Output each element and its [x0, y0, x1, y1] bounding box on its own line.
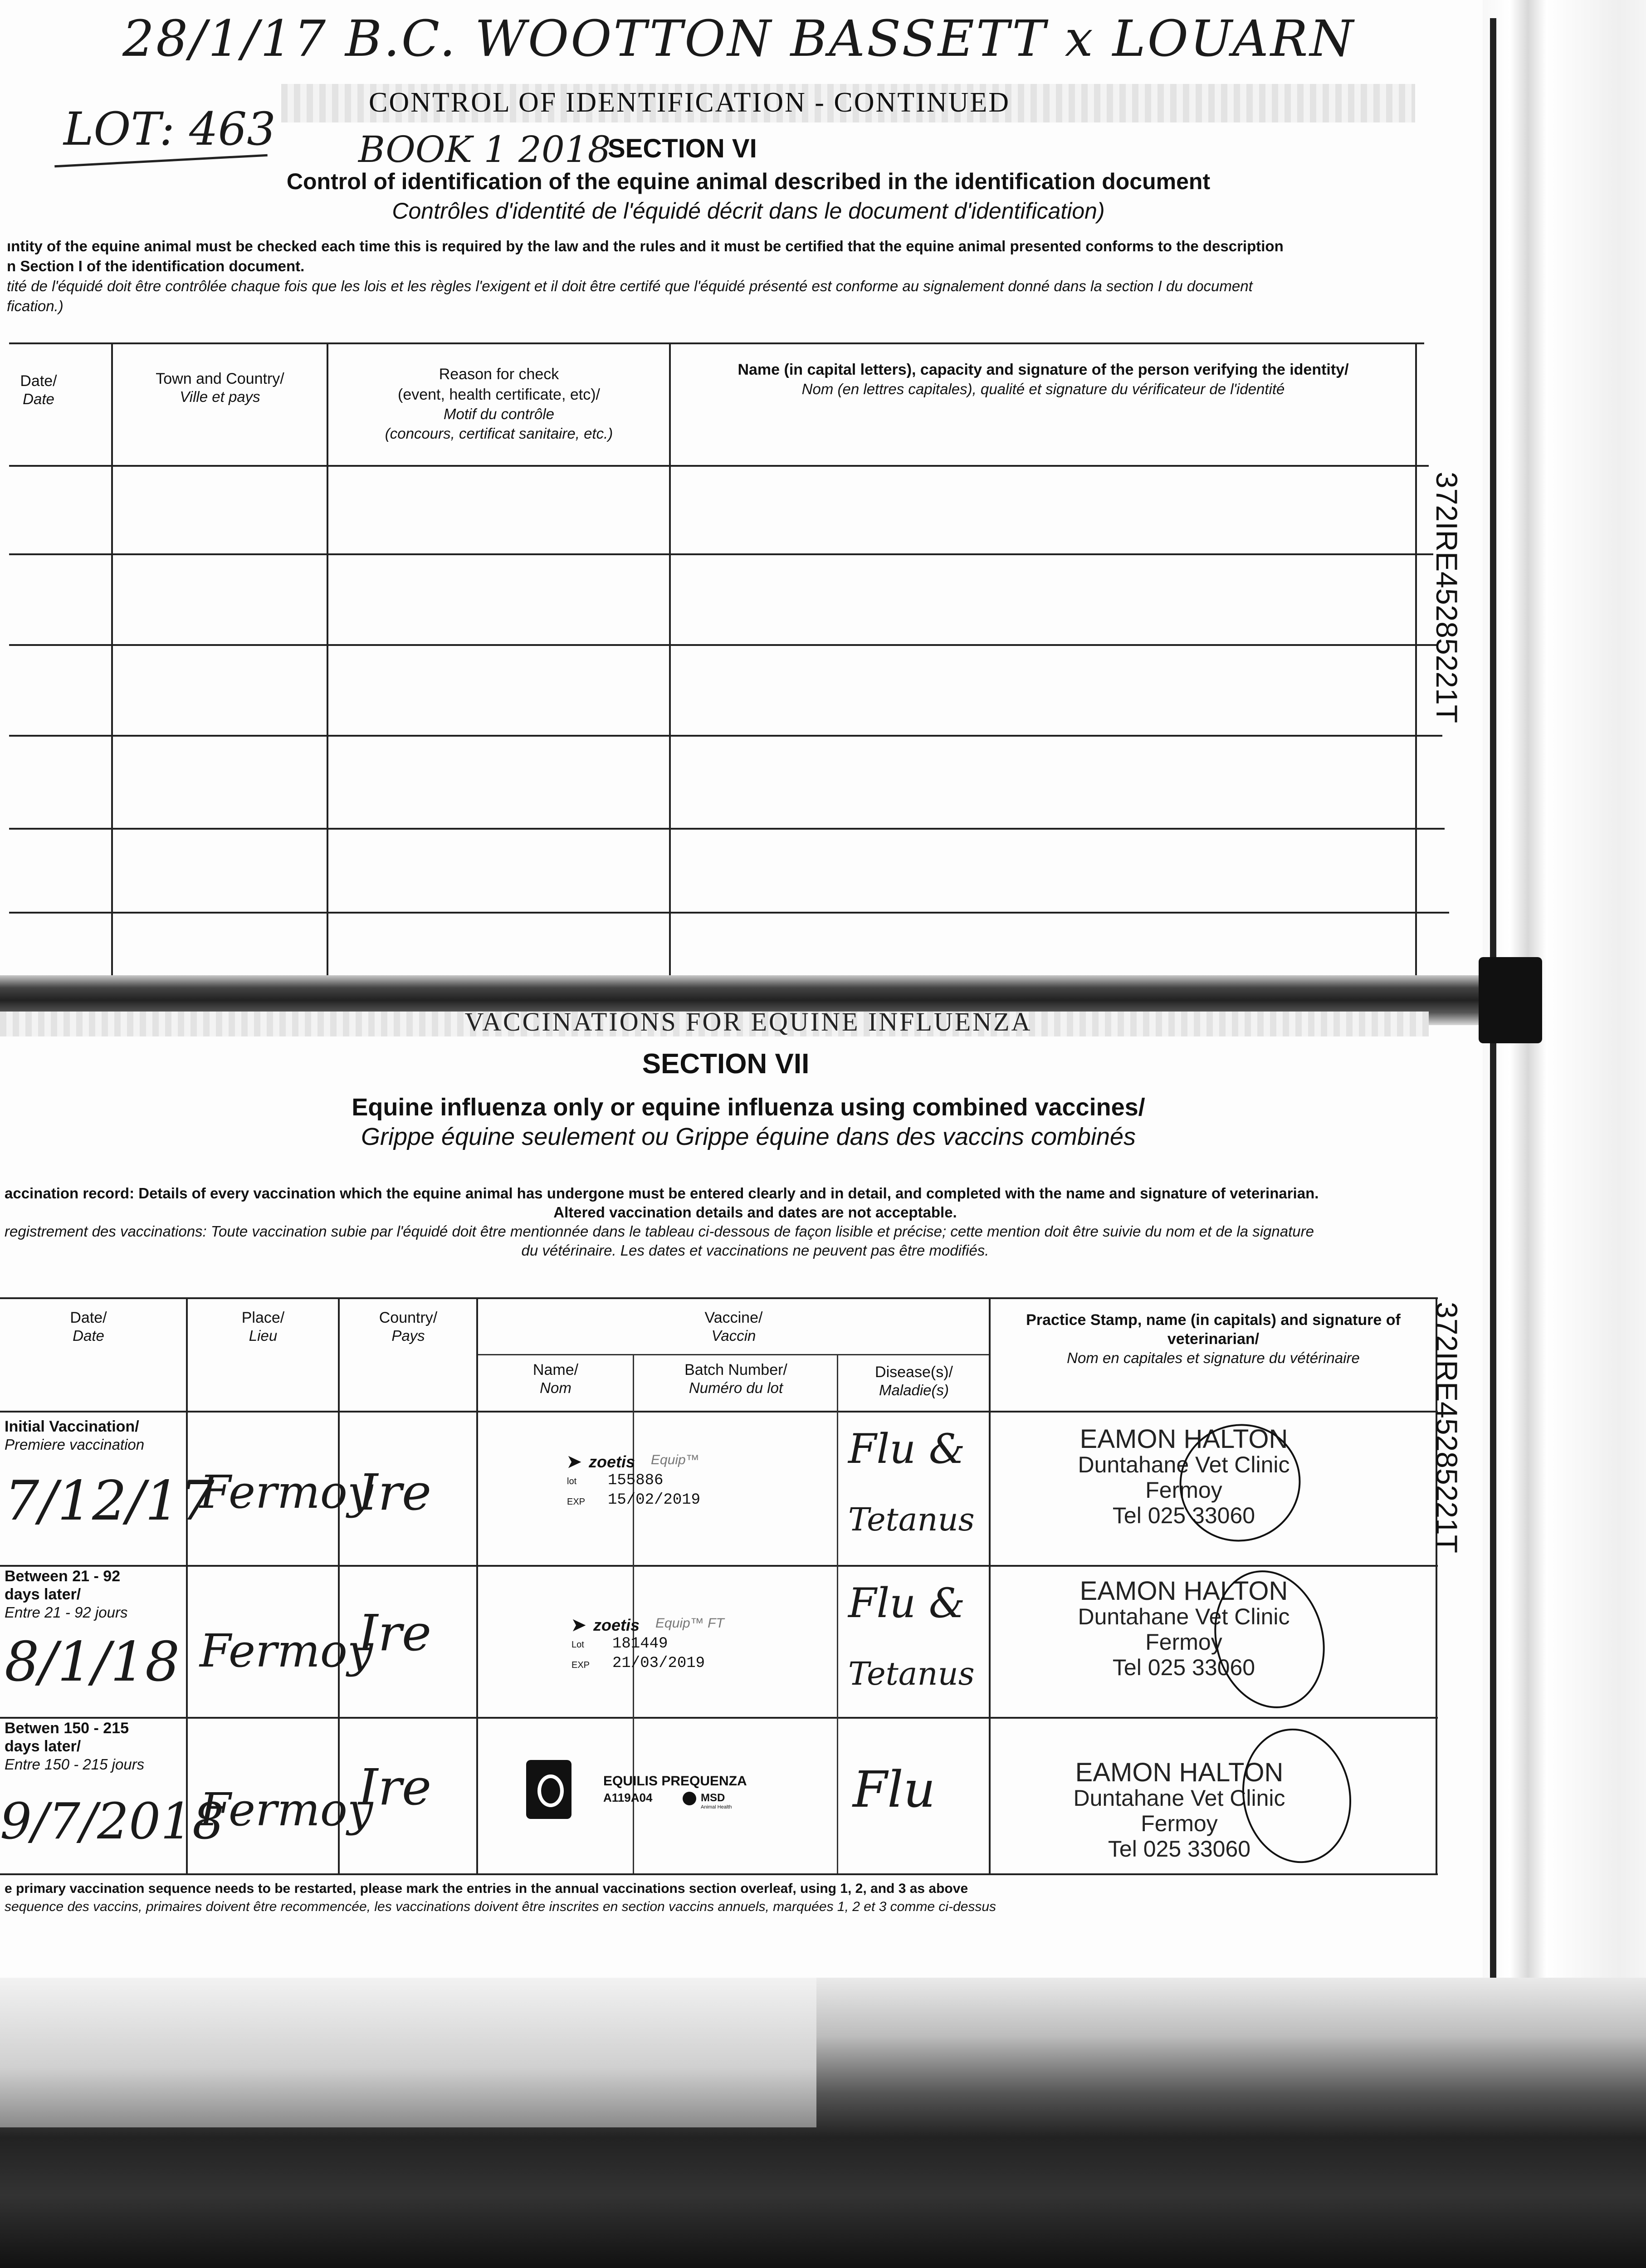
zoetis-logo-icon: ➤	[567, 1452, 581, 1471]
s7-col-stamp-2: veterinarian/	[1167, 1330, 1260, 1348]
section7-heading-en: Equine influenza only or equine influenza using combined vaccines/	[352, 1094, 1145, 1121]
row1-sticker-exp-label: EXP	[567, 1497, 586, 1507]
row3-date: 9/7/2018	[0, 1792, 225, 1850]
msd-logo-icon	[683, 1792, 696, 1805]
s6-col-name-fr: Nom (en lettres capitales), qualité et signature du vérificateur de l'identité	[801, 381, 1285, 397]
s7-col-country-fr: Pays	[391, 1327, 425, 1344]
row2-disease-1: Flu &	[848, 1579, 965, 1627]
row3-place: Fermoy	[200, 1783, 373, 1836]
row2-sticker-brand: zoetis	[593, 1616, 640, 1634]
row2-sticker	[571, 1615, 762, 1687]
s7-col-date-fr: Date	[73, 1327, 104, 1344]
s6-col-reason: Reason for check	[439, 366, 559, 383]
page-right-edge	[1483, 0, 1646, 2268]
section7-title: SECTION VII	[642, 1048, 810, 1080]
row1-place: Fermoy	[200, 1466, 373, 1519]
section6-band-title: CONTROL OF IDENTIFICATION - CONTINUED	[368, 87, 1011, 118]
section7-heading-fr: Grippe équine seulement ou Grippe équine dans des vaccins combinés	[361, 1123, 1136, 1150]
row2-stamp-tel: Tel 025 33060	[1112, 1655, 1255, 1680]
handwritten-book: BOOK 1 2018	[358, 128, 611, 171]
s6-col-town: Town and Country/	[156, 370, 284, 387]
s7-col-date: Date/	[70, 1309, 107, 1326]
section6-instructions-en-1: ıntity of the equine animal must be checked each time this is required by the law and the rules and it must be certified that the equine animal presented conforms to the description	[7, 238, 1284, 254]
row1-stamp-name: EAMON HALTON	[1079, 1424, 1288, 1454]
row1-country: Ire	[358, 1463, 432, 1521]
s7-col-vname-fr: Nom	[540, 1379, 571, 1396]
row2-place: Fermoy	[200, 1624, 373, 1677]
row2-stamp-town: Fermoy	[1145, 1629, 1222, 1655]
row1-label-en: Initial Vaccination/	[5, 1418, 139, 1435]
s7-col-batch-fr: Numéro du lot	[689, 1379, 783, 1396]
section6-instructions-en-2: n Section I of the identification document.	[7, 258, 305, 274]
section7-instructions-fr-1: registrement des vaccinations: Toute vaccination subie par l'équidé doit être mentionnée dans le tableau ci-dessous de façon lisible et précise; cette mention doit être suivie du nom et de la signature	[5, 1223, 1314, 1240]
s7-col-stamp: Practice Stamp, name (in capitals) and signature of	[1026, 1311, 1401, 1329]
row3-sticker-brand: EQUILIS PREQUENZA	[603, 1774, 747, 1789]
row3-stamp-tel: Tel 025 33060	[1108, 1836, 1251, 1862]
row2-sticker-lot: 181449	[612, 1635, 668, 1652]
row1-sticker-brand: zoetis	[589, 1452, 635, 1471]
zoetis-logo-icon: ➤	[571, 1616, 586, 1635]
row3-country: Ire	[358, 1758, 432, 1816]
row1-disease-2: Tetanus	[848, 1501, 975, 1538]
s7-col-disease: Disease(s)/	[875, 1364, 953, 1381]
row3-sticker-maker-sub: Animal Health	[701, 1804, 732, 1810]
row1-label-fr: Premiere vaccination	[5, 1436, 145, 1453]
section7-footer-en: e primary vaccination sequence needs to be restarted, please mark the entries in the annual vaccinations section overleaf, using 1, 2, and 3 as above	[5, 1881, 968, 1896]
row1-date: 7/12/17	[5, 1470, 215, 1533]
row1-sticker-exp: 15/02/2019	[608, 1491, 701, 1509]
s6-col-reason-2: (event, health certificate, etc)/	[398, 386, 600, 403]
section7-instructions-en-1: accination record: Details of every vaccination which the equine animal has undergone must be entered clearly and in detail, and completed with the name and signature of veterinarian.	[5, 1185, 1319, 1202]
row3-label-en: Betwen 150 - 215	[5, 1720, 129, 1737]
row1-disease-1: Flu &	[848, 1425, 965, 1473]
section7-band-title: VACCINATIONS FOR EQUINE INFLUENZA	[464, 1007, 1032, 1036]
s7-col-batch: Batch Number/	[684, 1361, 787, 1378]
section7-instructions-en-2: Altered vaccination details and dates are not acceptable.	[553, 1204, 957, 1221]
section6-heading-en: Control of identification of the equine animal described in the identification document	[286, 169, 1211, 194]
s7-col-vaccine: Vaccine/	[704, 1309, 763, 1326]
handwritten-header: 28/1/17 B.C. WOOTTON BASSETT x LOUARN	[122, 10, 1355, 68]
section7-footer-fr: sequence des vaccins, primaires doivent être recommencée, les vaccinations doivent être inscrites en section vaccins annuels, marquées 1, 2 et 3 comme ci-dessus	[5, 1899, 996, 1914]
row2-sticker-product: Equip™ FT	[655, 1616, 724, 1631]
row3-stamp-name: EAMON HALTON	[1075, 1758, 1284, 1787]
s6-col-reason-fr-2: (concours, certificat sanitaire, etc.)	[385, 425, 613, 442]
scan-gradient-area	[0, 1978, 816, 2127]
row1-sticker-product: Equip™	[651, 1452, 699, 1467]
s7-col-vname: Name/	[532, 1361, 579, 1378]
section6-instructions-fr-2: fication.)	[7, 298, 63, 314]
s7-col-country: Country/	[379, 1309, 438, 1326]
row3-stamp-clinic: Duntahane Vet Clinic	[1073, 1785, 1285, 1811]
row1-sticker	[567, 1452, 757, 1524]
row2-sticker-exp-label: EXP	[571, 1660, 590, 1670]
row1-sticker-lot-label: lot	[567, 1476, 577, 1486]
section6-heading-fr: Contrôles d'identité de l'équidé décrit dans le document d'identification)	[392, 198, 1105, 224]
section7-side-id: 372IRE45285221T	[1430, 1302, 1464, 1554]
row2-label-en-2: days later/	[5, 1586, 81, 1603]
row3-sticker	[526, 1760, 780, 1828]
row2-date: 8/1/18	[5, 1631, 180, 1694]
equilis-logo-icon	[526, 1760, 571, 1819]
s6-col-date-fr: Date	[23, 391, 54, 407]
row1-stamp-clinic: Duntahane Vet Clinic	[1078, 1452, 1290, 1477]
row3-disease-1: Flu	[853, 1760, 936, 1818]
binding-clip	[1479, 957, 1542, 1043]
s7-col-disease-fr: Maladie(s)	[879, 1382, 949, 1398]
row2-stamp-clinic: Duntahane Vet Clinic	[1078, 1604, 1290, 1629]
s6-col-date: Date/	[20, 372, 57, 390]
s6-col-reason-fr: Motif du contrôle	[444, 406, 554, 422]
row3-stamp-town: Fermoy	[1141, 1811, 1218, 1836]
handwritten-lot: LOT: 463	[63, 103, 276, 156]
s7-col-place-fr: Lieu	[249, 1327, 278, 1344]
s6-col-name: Name (in capital letters), capacity and signature of the person verifying the identity/	[738, 361, 1349, 378]
row2-stamp-name: EAMON HALTON	[1079, 1576, 1288, 1606]
row2-country: Ire	[358, 1604, 432, 1662]
row2-label-en: Between 21 - 92	[5, 1568, 121, 1585]
s7-col-stamp-fr: Nom en capitales et signature du vétérinaire	[1067, 1349, 1360, 1366]
s7-col-vaccine-fr: Vaccin	[711, 1327, 756, 1344]
row2-sticker-lot-label: Lot	[571, 1640, 584, 1650]
row2-sticker-exp: 21/03/2019	[612, 1655, 705, 1672]
section6-title: SECTION VI	[608, 134, 757, 163]
row1-stamp-town: Fermoy	[1145, 1477, 1222, 1503]
row1-stamp-tel: Tel 025 33060	[1112, 1503, 1255, 1528]
row1-sticker-lot: 155886	[608, 1472, 664, 1489]
row3-label-fr: Entre 150 - 215 jours	[5, 1756, 145, 1773]
section7-instructions-fr-2: du vétérinaire. Les dates et vaccinations ne peuvent pas être modifiés.	[521, 1242, 989, 1259]
row3-sticker-maker: MSD	[701, 1792, 725, 1804]
s6-col-town-fr: Ville et pays	[180, 388, 260, 405]
section6-side-id: 372IRE45285221T	[1430, 472, 1464, 723]
s7-col-place: Place/	[241, 1309, 285, 1326]
section6-instructions-fr-1: tité de l'équidé doit être contrôlée chaque fois que les lois et les règles l'exigent et il doit être certifé que l'équidé présenté est conforme au signalement donné dans la section I du document	[7, 278, 1253, 294]
row2-disease-2: Tetanus	[848, 1655, 975, 1692]
row3-sticker-product: A119A04	[603, 1791, 653, 1804]
row2-label-fr: Entre 21 - 92 jours	[5, 1604, 128, 1621]
row3-label-en-2: days later/	[5, 1738, 81, 1755]
